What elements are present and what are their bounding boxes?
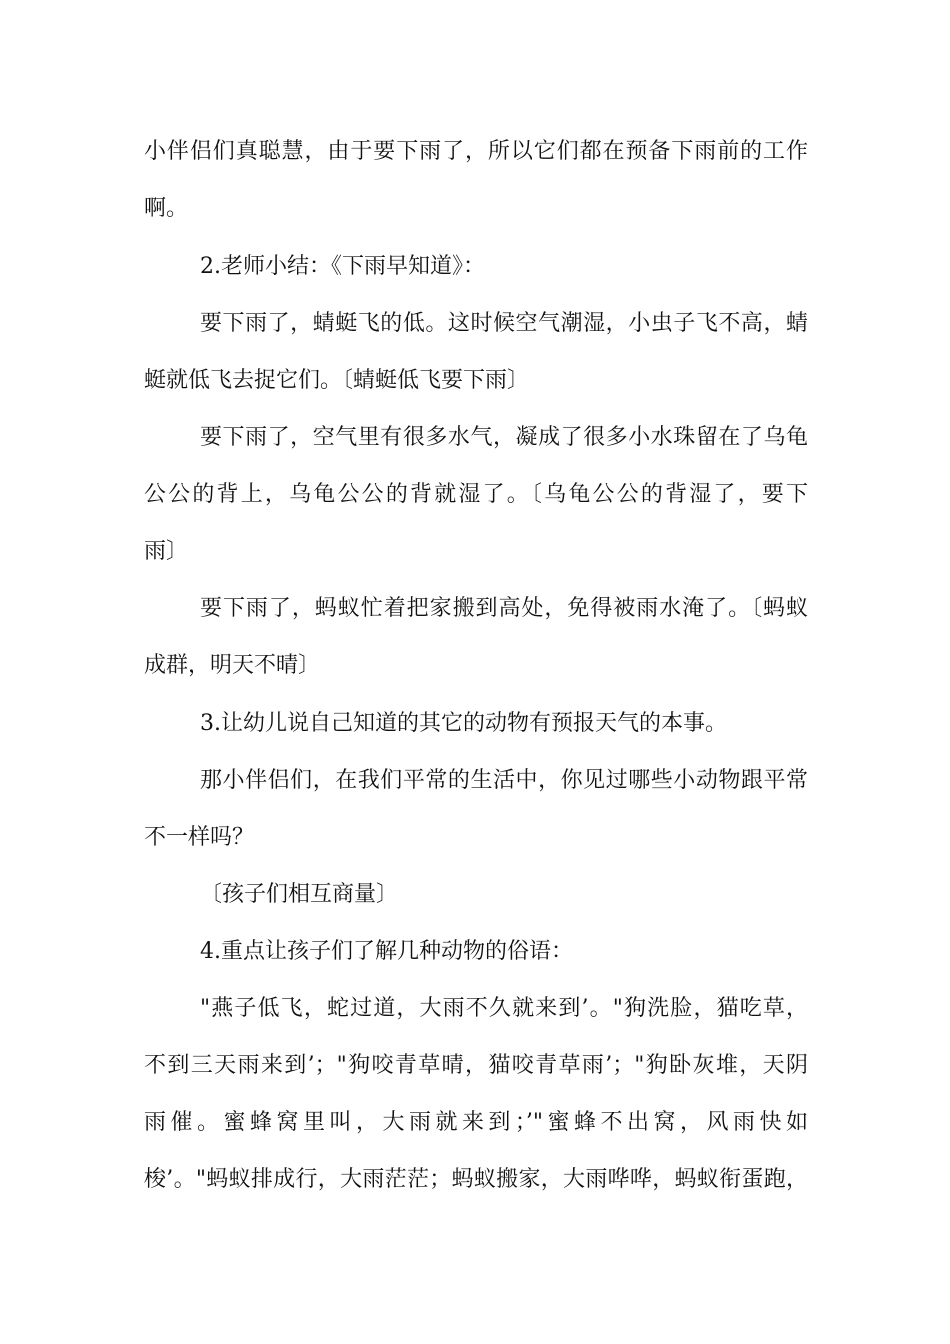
text-line-10: 成群，明天不晴〕 [144, 653, 321, 678]
text-line-9: 要下雨了，蚂蚁忙着把家搬到高处，免得被雨水淹了。〔蚂蚁 [200, 596, 808, 621]
list-item-2-heading: 2.老师小结：《下雨早知道》： [200, 254, 485, 279]
text-line-2: 啊。 [144, 196, 189, 221]
text-line-5: 蜓就低飞去捉它们。〔蜻蜓低飞要下雨〕 [144, 368, 530, 393]
text-line-12: 那小伴侣们，在我们平常的生活中，你见过哪些小动物跟平常 [200, 768, 808, 793]
text-line-18: 雨催。蜜蜂窝里叫，大雨就来到；’"蜜蜂不出窝，风雨快如 [144, 1110, 808, 1135]
text-line-8: 雨〕 [144, 539, 189, 564]
text-line-13: 不一样吗？ [144, 825, 255, 850]
list-item-4-heading: 4.重点让孩子们了解几种动物的俗语： [200, 939, 573, 964]
text-line-7: 公公的背上，乌龟公公的背就湿了。〔乌龟公公的背湿了，要下 [144, 482, 808, 507]
text-line-16: "燕子低飞，蛇过道，大雨不久就来到’。"狗洗脸，猫吃草， [200, 996, 808, 1021]
text-line-1: 小伴侣们真聪慧，由于要下雨了，所以它们都在预备下雨前的工作 [144, 139, 808, 164]
text-line-17: 不到三天雨来到’；"狗咬青草晴，猫咬青草雨’；"狗卧灰堆，天阴 [144, 1053, 808, 1078]
text-line-19: 梭’。"蚂蚁排成行，大雨茫茫；蚂蚁搬家，大雨哗哗，蚂蚁衔蛋跑， [144, 1167, 808, 1192]
list-item-3-heading: 3.让幼儿说自己知道的其它的动物有预报天气的本事。 [200, 711, 727, 736]
text-line-6: 要下雨了，空气里有很多水气，凝成了很多小水珠留在了乌龟 [200, 425, 808, 450]
text-line-4: 要下雨了，蜻蜓飞的低。这时候空气潮湿，小虫子飞不高，蜻 [200, 311, 808, 336]
text-line-14: 〔孩子们相互商量〕 [200, 882, 399, 907]
